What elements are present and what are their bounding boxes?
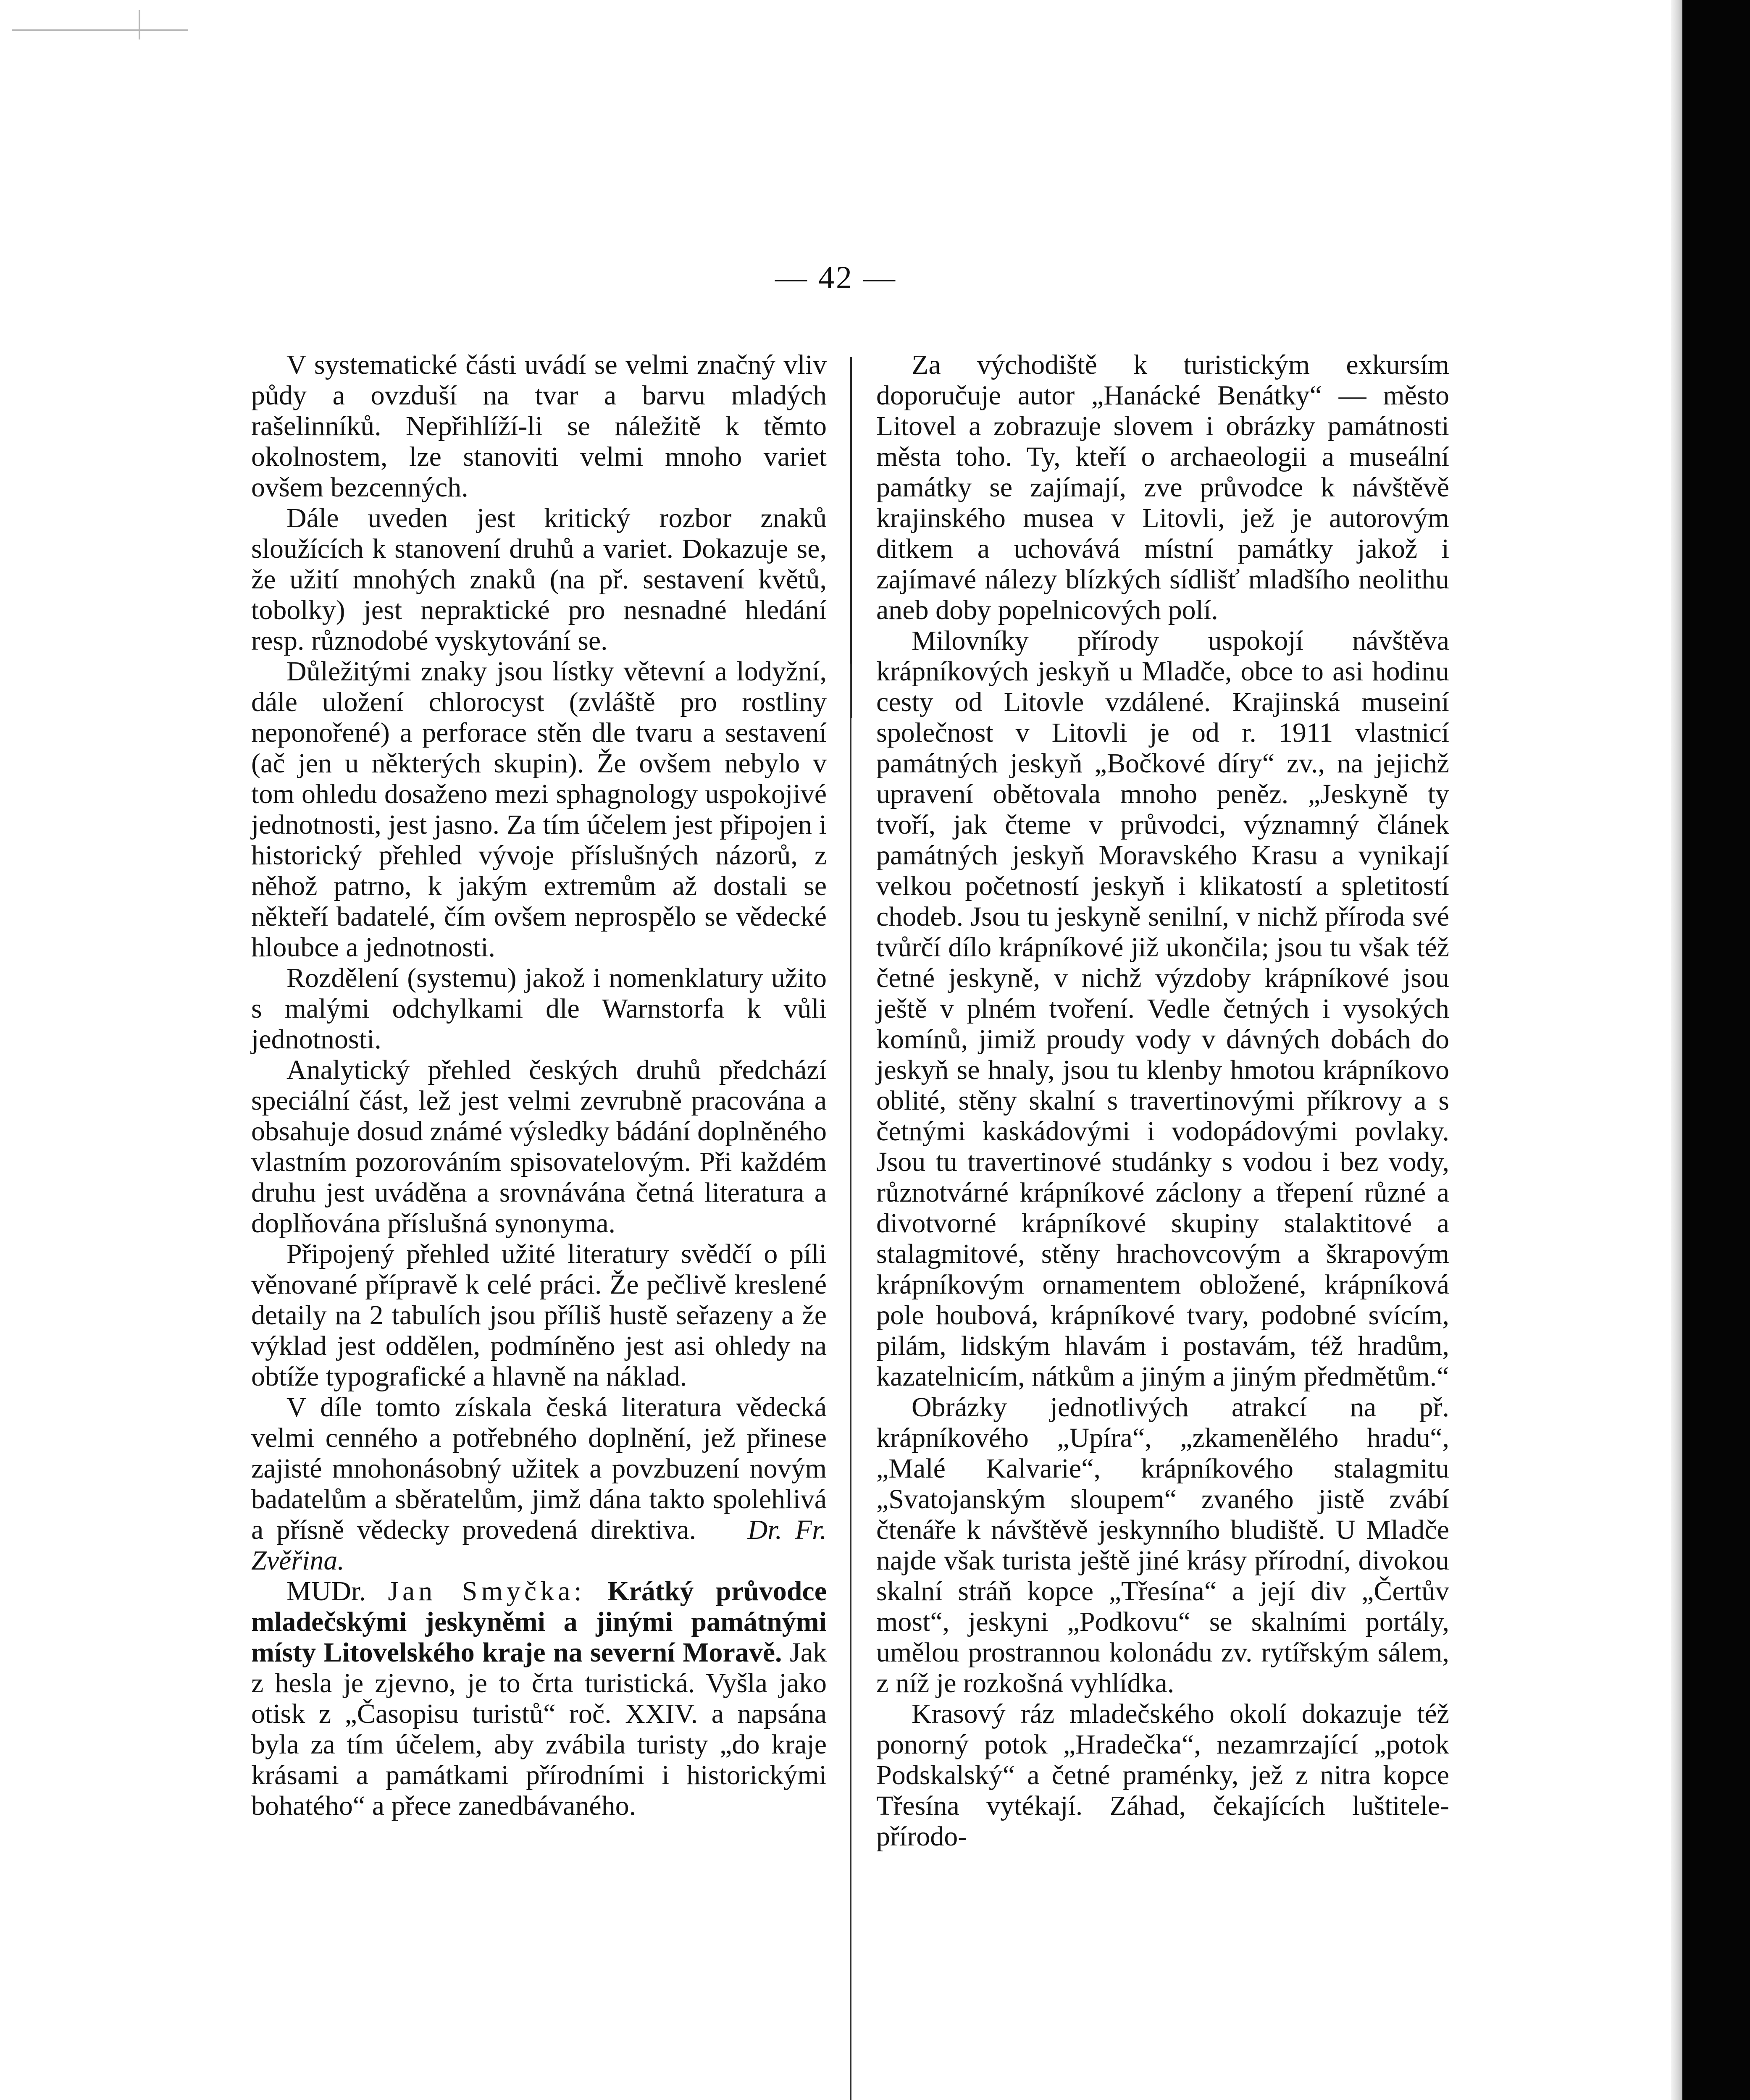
author-prefix: MUDr.: [286, 1576, 366, 1606]
paragraph-karst-character: Krasový ráz mladečského okolí dokazuje též ponorný potok „Hradečka“, nezamrzající „potok Podskalský“ a četné praménky, jež z nitra kopce Třesína vytékají. Záhad, čekajících luštitele-přírodo-: [876, 1698, 1449, 1852]
conclusion-text: V díle tomto získala česká literatura vědecká velmi cenného a potřebného doplnění, jež přinese zajisté mnohonásobný užitek a povzbuzení novým badatelům a sběratelům, jimž dána takto spolehlivá a přísně vědecky provedená direktiva.: [251, 1392, 827, 1545]
page-number: — 42 —: [775, 260, 897, 295]
paragraph-classification: Rozdělení (systemu) jakož i nomenklatury užito s malými odchylkami dle Warnstorfa k vůli jednotnosti.: [251, 963, 827, 1055]
paragraph-analytic-overview: Analytický přehled českých druhů předchází speciální část, lež jest velmi zevrubně pracována a obsahuje dosud známé výsledky bádání doplněného vlastním pozorováním spisovatelovým. Při každém druhu jest uváděna a srovnávána četná literatura a doplňována příslušná synonyma.: [251, 1055, 827, 1239]
left-column: [251, 349, 827, 1821]
book-title: Krátký průvodce mladečskými jeskyněmi a jinými památnými místy Litovelského kraje na severní Moravě.: [251, 1576, 827, 1668]
paragraph-review-smycka: [251, 1576, 827, 1821]
paper-edge-shadow: [1671, 0, 1682, 2100]
crop-mark: [12, 29, 188, 31]
paragraph-systematic-part: V systematické části uvádí se velmi značný vliv půdy a ovzduší na tvar a barvu mladých rašelinníků. Nepřihlíží-li se náležitě k těmto okolnostem, lze stanoviti velmi mnoho variet ovšem bezcenných.: [251, 349, 827, 503]
column-divider-lower: [850, 664, 851, 2100]
paragraph-critical-analysis: Dále uveden jest kritický rozbor znaků sloužících k stanovení druhů a variet. Dokazuje se, že užití mnohých znaků (na př. sestavení květů, tobolky) jest nepraktické pro nesnadné hledání resp. různodobé vyskytování se.: [251, 503, 827, 656]
paragraph-important-characters: Důležitými znaky jsou lístky větevní a lodyžní, dále uložení chlorocyst (zvláště pro rostliny neponořené) a perforace stěn dle tvaru a sestavení (ač jen u některých skupin). Že ovšem nebylo v tom ohledu dosaženo mezi sphagnology uspokojivé jednotnosti, jest jasno. Za tím účelem jest připojen i historický přehled vývoje příslušných názorů, z něhož patrno, k jakým extremům až dostali se někteří badatelé, čím ovšem neprospělo se vědecké hloubce a jednotnosti.: [251, 656, 827, 963]
review-text: Jak z hesla je zjevno, je to črta turistická. Vyšla jako otisk z „Časopisu turistů“ roč. XXIV. a napsána byla za tím účelem, aby zvábila turisty „do kraje krásami a památkami přírodními i historickými bohatého“ a přece zanedbávaného.: [251, 1637, 827, 1821]
author-name: Jan Smyčka:: [388, 1576, 586, 1606]
paragraph-excursions: Za východiště k turistickým exkursím doporučuje autor „Hanácké Benátky“ — město Litovel a zobrazuje slovem i obrázky památnosti města toho. Ty, kteří o archaeologii a museální památky se zajímají, zve průvodce k návštěvě krajinského musea v Litovli, jež je autorovým ditkem a uchovává místní památky jakož i zajímavé nálezy blízkých sídlišť mladšího neolithu aneb doby popelnicových polí.: [876, 349, 1449, 625]
crop-mark-vertical: [139, 10, 140, 39]
paragraph-literature-overview: Připojený přehled užité literatury svědčí o píli věnované přípravě k celé práci. Že pečlivě kreslené detaily na 2 tabulích jsou příliš hustě seřazeny a že výklad jest oddělen, podmíněno jest asi ohledy na obtíže typografické a hlavně na náklad.: [251, 1239, 827, 1392]
right-column: [876, 349, 1449, 1852]
scan-border-right: [1682, 0, 1750, 2100]
paragraph-conclusion: [251, 1392, 827, 1576]
review-signature: Dr. Fr. Zvěřina.: [251, 1515, 827, 1576]
paragraph-attractions: Obrázky jednotlivých atrakcí na př. krápníkového „Upíra“, „zkamenělého hradu“, „Malé Kalvarie“, krápníkového stalagmitu „Svatojanským sloupem“ zvaného jistě zvábí čtenáře k návštěvě jeskynního bludiště. U Mladče najde však turista ještě jiné krásy přírodní, divokou skalní stráň kopce „Třesína“ a její div „Čertův most“, jeskyni „Podkovu“ se skalními portály, umělou prostrannou kolonádu zv. rytířským sálem, z níž je rozkošná vyhlídka.: [876, 1392, 1449, 1698]
paragraph-caves: Milovníky přírody uspokojí návštěva krápníkových jeskyň u Mladče, obce to asi hodinu cesty od Litovle vzdálené. Krajinská museiní společnost v Litovli je od r. 1911 vlastnicí památných jeskyň „Bočkové díry“ zv., na jejichž upravení obětovala mnoho peněz. „Jeskyně ty tvoří, jak čteme v průvodci, významný článek památných jeskyň Moravského Krasu a vynikají velkou početností jeskyň i klikatostí a spletitostí chodeb. Jsou tu jeskyně senilní, v nichž příroda své tvůrčí dílo krápníkové již ukončila; jsou tu však též četné jeskyně, v nichž výzdoby krápníkové jsou ještě v plném tvoření. Vedle četných i vysokých komínů, jimiž proudy vody v dávných dobách do jeskyň se hnaly, jsou tu klenby hmotou krápníkovo oblité, stěny skalní s travertinovými příkrovy a s četnými kaskádovými i vodopádovými povlaky. Jsou tu travertinové studánky s vodou i bez vody, různotvárné krápníkové záclony a třepení různé a divotvorné krápníkové skupiny stalaktitové a stalagmitové, stěny hrachovcovým a škrapovým krápníkovým ornamentem obložené, krápníková pole houbová, krápníkové tvary, podobné svícím, pilám, lidským hlavám i postavám, též hradům, kazatelnicím, nátkům a jiným a jiným předmětům.“: [876, 625, 1449, 1392]
